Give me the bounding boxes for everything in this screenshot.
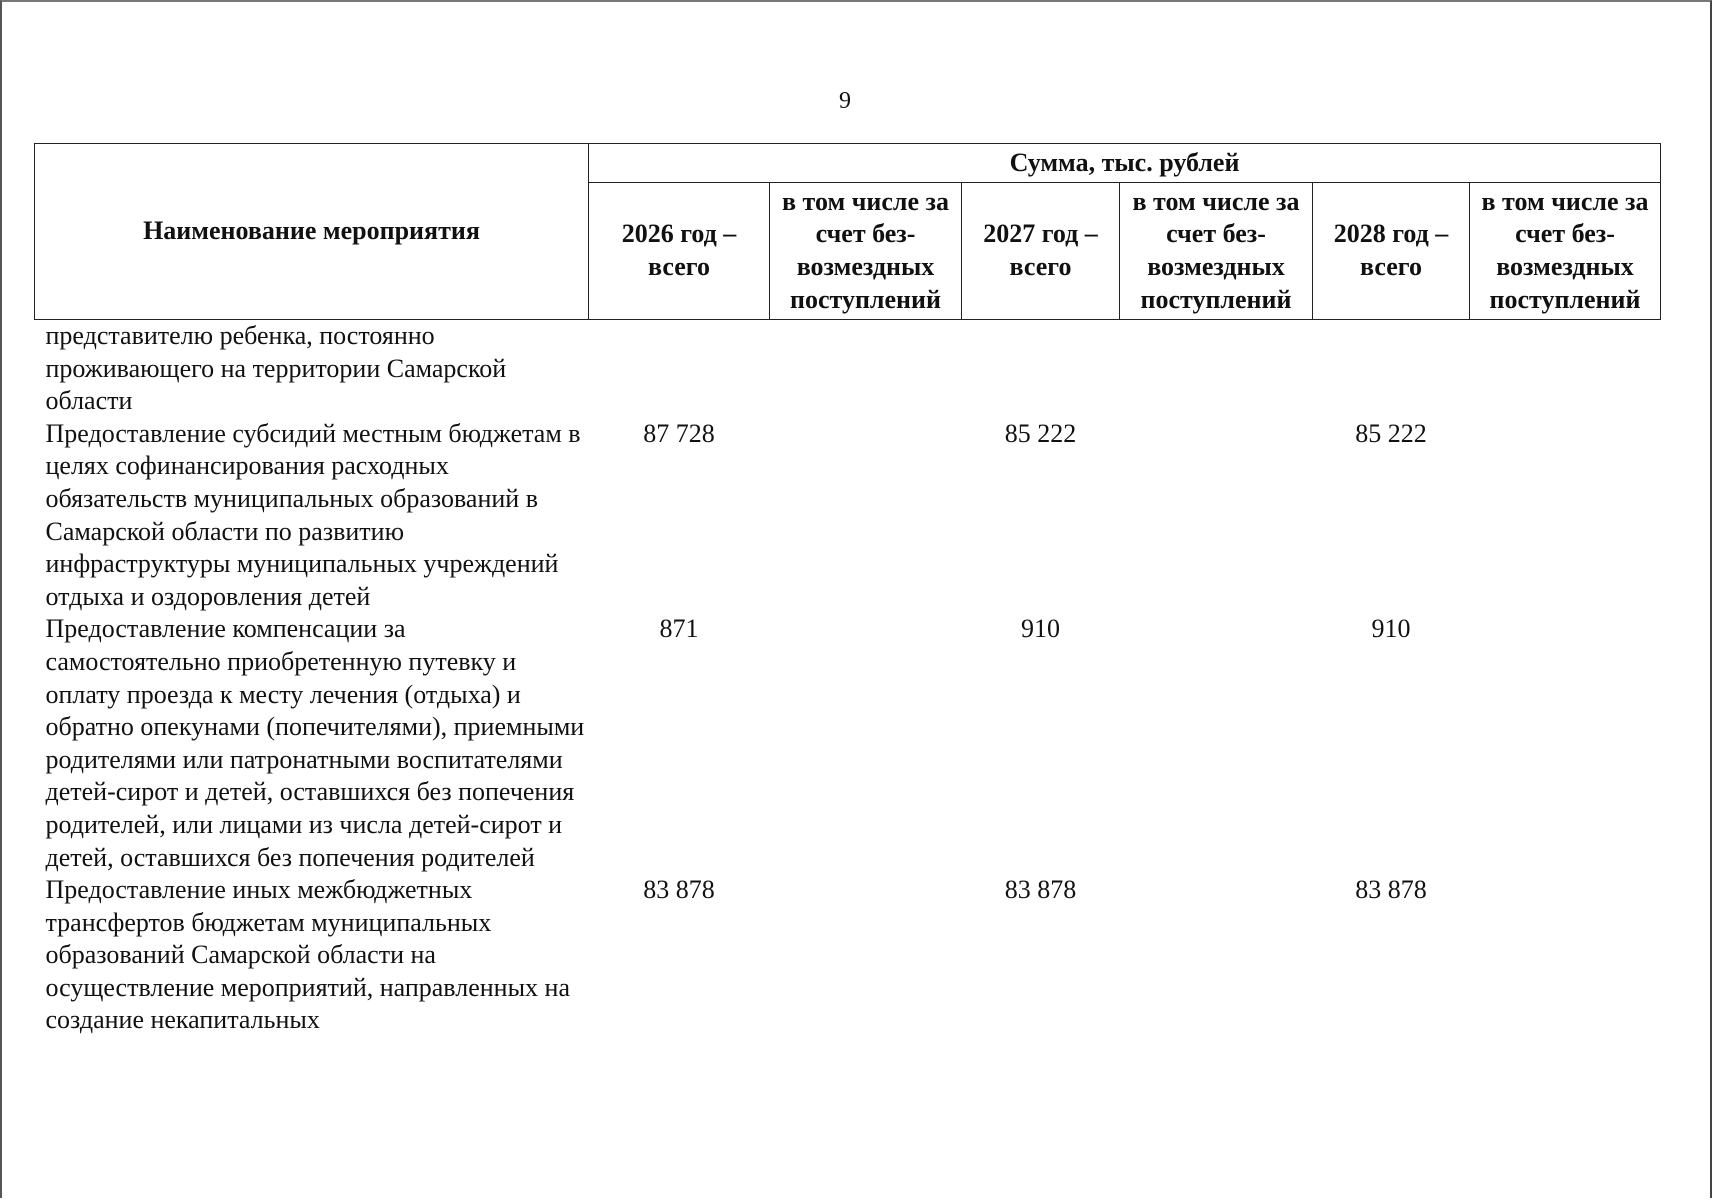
header-2028-grants: в том числе за счет без-возмездных поступлений: [1470, 183, 1661, 320]
value-2027-grants: [1120, 418, 1313, 614]
table-row: [35, 874, 1661, 1037]
value-2027-grants: [1120, 320, 1313, 418]
header-name-column: Наименование мероприятия: [35, 144, 589, 320]
value-2028-grants: [1470, 418, 1661, 614]
value-2027-total: 85 222: [1004, 418, 1077, 448]
row-name: Предоставление компенсации за самостоятельно приобретенную путевку и оплату проезда к месту лечения (отдыха) и обратно опекунами (попечителями), приемными родителями или патронатными воспитателями детей-сирот и детей, оставшихся без попечения родителей, или лицами из числа детей-сирот и детей, оставшихся без попечения родителей: [45, 614, 585, 872]
header-2027-grants: в том числе за счет без-возмездных поступлений: [1120, 183, 1313, 320]
value-2027-grants: [1120, 613, 1313, 874]
value-2027-total: [962, 320, 1120, 418]
row-name: представителю ребенка, постоянно проживающего на территории Самарской области: [45, 321, 507, 416]
header-2028-total: 2028 год – всего: [1313, 183, 1470, 320]
value-2027-total: 83 878: [1004, 875, 1077, 905]
row-name: Предоставление иных межбюджетных трансфертов бюджетам муниципальных образований Самарской области на осуществление мероприятий, направленных на создание некапитальных: [45, 875, 571, 1035]
value-2026-grants: [770, 418, 962, 614]
value-2026-total: [589, 320, 770, 418]
page-number: 9: [839, 88, 851, 114]
value-2026-grants: [770, 320, 962, 418]
header-2027-total: 2027 год – всего: [962, 183, 1120, 320]
value-2028-total: [1313, 320, 1470, 418]
value-2026-total: 83 878: [643, 875, 715, 905]
value-2027-grants: [1120, 874, 1313, 1037]
value-2028-grants: [1470, 613, 1661, 874]
value-2026-total: 87 728: [643, 418, 715, 448]
row-name: Предоставление субсидий местным бюджетам в целях софинансирования расходных обязательств муниципальных образований в Самарской области по развитию инфраструктуры муниципальных учреждений отдыха и оздоровления детей: [45, 418, 581, 611]
header-2026-grants: в том числе за счет без-возмездных поступлений: [770, 183, 962, 320]
value-2026-grants: [770, 874, 962, 1037]
header-sum-group: Сумма, тыс. рублей: [589, 144, 1661, 183]
value-2028-grants: [1470, 874, 1661, 1037]
table-row: [35, 418, 1661, 614]
table-row: [35, 613, 1661, 874]
budget-table: [34, 143, 1661, 1037]
value-2026-total: 871: [659, 614, 699, 644]
value-2028-total: 85 222: [1355, 418, 1427, 448]
value-2028-total: 910: [1371, 614, 1411, 644]
table-row: [35, 320, 1661, 418]
value-2028-grants: [1470, 320, 1661, 418]
value-2028-total: 83 878: [1355, 875, 1427, 905]
value-2027-total: 910: [1021, 614, 1060, 644]
header-2026-total: 2026 год – всего: [589, 183, 770, 320]
value-2026-grants: [770, 613, 962, 874]
